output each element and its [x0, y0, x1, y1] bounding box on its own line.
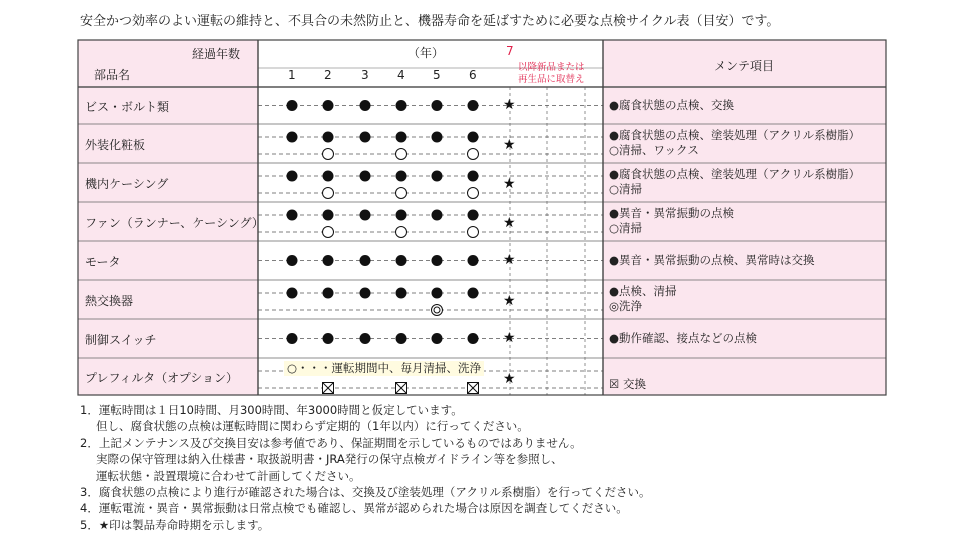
product-life-star-icon: ★ [503, 292, 516, 309]
year-seven-label: 7 [506, 44, 514, 58]
cleaning-marker-open [323, 188, 334, 199]
inspection-marker-filled [323, 210, 334, 221]
inspection-marker-filled [396, 333, 407, 344]
cleaning-marker-open [396, 149, 407, 160]
inspection-marker-filled [468, 210, 479, 221]
cleaning-marker-open [323, 227, 334, 238]
year-number: 2 [324, 68, 332, 82]
part-name: 制御スイッチ [85, 332, 157, 347]
replacement-note: 再生品に取替え [518, 74, 585, 85]
inspection-marker-filled [468, 171, 479, 182]
elapsed-years-label: 経過年数 [192, 47, 241, 61]
product-life-star-icon: ★ [503, 370, 516, 387]
part-name: ファン（ランナー、ケーシング） [85, 215, 264, 230]
inspection-marker-filled [360, 333, 371, 344]
maintenance-item: ●点検、清掃 [609, 284, 677, 298]
inspection-marker-filled [396, 100, 407, 111]
inspection-marker-filled [360, 132, 371, 143]
maintenance-header: メンテ項目 [714, 59, 775, 73]
footnote-line: 5．★印は製品寿命時期を示します。 [80, 517, 270, 532]
year-number: 6 [469, 68, 477, 82]
cleaning-marker-open [468, 188, 479, 199]
part-name: モータ [85, 254, 121, 269]
inspection-marker-filled [287, 132, 298, 143]
inspection-marker-filled [287, 333, 298, 344]
washing-marker-inner [434, 307, 440, 313]
inspection-marker-filled [468, 288, 479, 299]
year-number: 3 [361, 68, 369, 82]
footnote-line: 1．運転時間は１日10時間、月300時間、年3000時間と仮定しています。 [80, 403, 463, 417]
product-life-star-icon: ★ [503, 251, 516, 268]
footnote-line: 実際の保守管理は納入仕様書・取扱説明書・JRA発行の保守点検ガイドライン等を参照し、 [96, 452, 563, 467]
page-title: 安全かつ効率のよい運転の維持と、不具合の未然防止と、機器寿命を延ばすために必要な点検サイクル表（目安）です。 [80, 14, 780, 29]
inspection-marker-filled [323, 288, 334, 299]
inspection-marker-filled [360, 171, 371, 182]
part-name: ビス・ボルト類 [85, 99, 170, 114]
filter-cleaning-note: ○・・・運転期間中、毎月清掃、洗浄 [284, 361, 484, 376]
inspection-marker-filled [468, 132, 479, 143]
inspection-marker-filled [468, 333, 479, 344]
inspection-marker-filled [360, 100, 371, 111]
inspection-marker-filled [360, 210, 371, 221]
maintenance-item: ●腐食状態の点検、塗装処理（アクリル系樹脂） [609, 167, 861, 181]
maintenance-item: ●異音・異常振動の点検 [609, 206, 735, 220]
cleaning-marker-open [323, 149, 334, 160]
inspection-marker-filled [432, 100, 443, 111]
maintenance-item: ◎洗浄 [609, 299, 643, 313]
cleaning-marker-open [468, 227, 479, 238]
inspection-marker-filled [396, 288, 407, 299]
inspection-marker-filled [323, 255, 334, 266]
maintenance-item: ○清掃 [609, 221, 643, 235]
inspection-marker-filled [468, 255, 479, 266]
maintenance-item: ●腐食状態の点検、塗装処理（アクリル系樹脂） [609, 128, 861, 142]
inspection-marker-filled [323, 171, 334, 182]
inspection-marker-filled [396, 255, 407, 266]
cleaning-marker-open [396, 227, 407, 238]
part-name: 外装化粧板 [85, 137, 146, 152]
year-number: 5 [433, 68, 441, 82]
footnote-line: 2．上記メンテナンス及び交換目安は参考値であり、保証期間を示しているものではありません。 [80, 435, 582, 450]
maintenance-item: ○清掃 [609, 182, 643, 196]
footnote-line: 但し、腐食状態の点検は運転時間に関わらず定期的（1年以内）に行ってください。 [96, 419, 529, 434]
product-life-star-icon: ★ [503, 214, 516, 231]
inspection-marker-filled [323, 333, 334, 344]
part-name: プレフィルタ（オプション） [85, 370, 239, 385]
product-life-star-icon: ★ [503, 96, 516, 113]
year-number: 4 [397, 68, 405, 82]
inspection-marker-filled [396, 132, 407, 143]
year-number: 1 [288, 68, 296, 82]
year-unit-label: （年） [408, 46, 445, 60]
replacement-note: 以降新品または [518, 62, 585, 73]
footnote-line: 3．腐食状態の点検により進行が確認された場合は、交換及び塗装処理（アクリル系樹脂）を行ってください。 [80, 485, 651, 500]
part-name: 熱交換器 [85, 293, 134, 308]
inspection-marker-filled [287, 288, 298, 299]
inspection-marker-filled [287, 255, 298, 266]
inspection-marker-filled [396, 210, 407, 221]
inspection-marker-filled [323, 132, 334, 143]
footnote-line: 運転状態・設置環境に合わせて計画してください。 [96, 468, 361, 483]
maintenance-item: ●異音・異常振動の点検、異常時は交換 [609, 252, 815, 267]
inspection-marker-filled [432, 210, 443, 221]
product-life-star-icon: ★ [503, 175, 516, 192]
inspection-marker-filled [360, 288, 371, 299]
part-name: 機内ケーシング [85, 176, 169, 191]
footnote-line: 4．運転電流・異音・異常振動は日常点検でも確認し、異常が認められた場合は原因を調査してください。 [80, 501, 628, 516]
maintenance-item: ●腐食状態の点検、交換 [609, 97, 735, 112]
inspection-marker-filled [287, 100, 298, 111]
inspection-marker-filled [432, 288, 443, 299]
maintenance-item: ○清掃、ワックス [609, 143, 699, 157]
part-name-header: 部品名 [94, 68, 131, 82]
product-life-star-icon: ★ [503, 136, 516, 153]
footnotes [80, 402, 650, 533]
inspection-marker-filled [468, 100, 479, 111]
inspection-marker-filled [432, 132, 443, 143]
product-life-star-icon: ★ [503, 329, 516, 346]
inspection-marker-filled [287, 210, 298, 221]
maintenance-item: ●動作確認、接点などの点検 [609, 330, 758, 345]
maintenance-item: ☒ 交換 [609, 377, 646, 391]
inspection-marker-filled [287, 171, 298, 182]
cleaning-marker-open [468, 149, 479, 160]
inspection-marker-filled [432, 333, 443, 344]
inspection-marker-filled [432, 255, 443, 266]
inspection-marker-filled [323, 100, 334, 111]
inspection-marker-filled [432, 171, 443, 182]
inspection-marker-filled [396, 171, 407, 182]
cleaning-marker-open [396, 188, 407, 199]
inspection-marker-filled [360, 255, 371, 266]
